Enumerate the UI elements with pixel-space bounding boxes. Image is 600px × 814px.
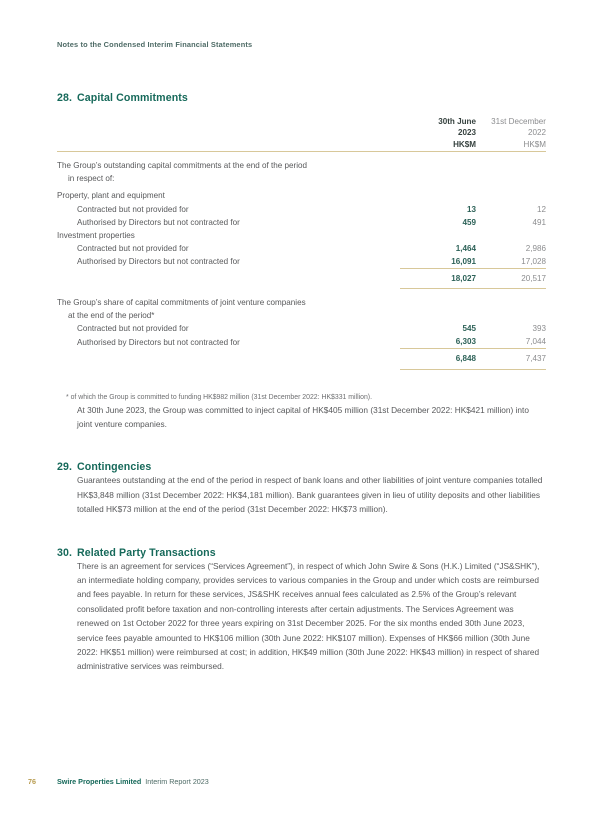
table-row-total bbox=[57, 349, 546, 369]
column-header-previous bbox=[476, 116, 546, 150]
section-title-text: Contingencies bbox=[77, 461, 152, 474]
header-previous-line3: HK$M bbox=[523, 139, 546, 149]
row-value-previous: 17,028 bbox=[521, 256, 546, 266]
row-value-current: 6,303 bbox=[455, 337, 476, 347]
table-row bbox=[57, 216, 546, 229]
row-label: Contracted but not provided for bbox=[77, 324, 189, 334]
capital-commitments-paragraph: At 30th June 2023, the Group was committed to inject capital of HK$405 million (31st December 2022: HK$421 million) into joint venture companies. bbox=[77, 404, 529, 429]
table-row bbox=[57, 242, 546, 255]
table-row bbox=[57, 322, 546, 335]
row-value-current: 545 bbox=[462, 324, 476, 334]
spacer bbox=[57, 152, 546, 160]
table-row-group-heading bbox=[57, 189, 546, 202]
table-row bbox=[57, 255, 546, 269]
section-heading-related-party bbox=[57, 547, 546, 559]
row-label: Contracted but not provided for bbox=[77, 204, 189, 214]
row-value-current: 13 bbox=[466, 204, 476, 214]
section-number: 30. bbox=[57, 546, 73, 559]
page-content bbox=[57, 92, 546, 674]
group-heading-ppe: Property, plant and equipment bbox=[57, 191, 165, 201]
row-value-previous: 2,986 bbox=[525, 243, 546, 253]
table-header-row bbox=[57, 116, 546, 150]
row-value-current: 459 bbox=[462, 217, 476, 227]
total-value-previous: 20,517 bbox=[476, 268, 546, 288]
row-label: Contracted but not provided for bbox=[77, 243, 189, 253]
footer-report-text: Interim Report 2023 bbox=[145, 777, 209, 786]
intro-line1: The Group’s outstanding capital commitments at the end of the period bbox=[57, 161, 308, 171]
table-row-total bbox=[57, 268, 546, 288]
jv-heading-line2: at the end of the period* bbox=[68, 311, 155, 321]
header-previous-line1: 31st December bbox=[491, 117, 546, 126]
row-label: Authorised by Directors but not contracted for bbox=[77, 337, 240, 347]
header-current-line2: 2023 bbox=[457, 128, 476, 138]
capital-commitments-table bbox=[57, 116, 546, 370]
footer-page-number: 76 bbox=[28, 777, 36, 786]
section-heading-contingencies bbox=[57, 461, 546, 473]
row-value-previous: 491 bbox=[532, 217, 546, 227]
total-value-previous: 7,437 bbox=[476, 349, 546, 369]
row-label: Authorised by Directors but not contracted for bbox=[77, 257, 240, 267]
intro-line2: in respect of: bbox=[68, 174, 115, 184]
header-current-line3: HK$M bbox=[453, 139, 476, 149]
related-party-paragraph: There is an agreement for services (“Services Agreement”), in respect of which John Swire & Sons (H.K.) Limited (“JS&SHK”), an intermediate holding company, provides services to various companies in the Group and under which costs are reimbursed and fees payable. In return for these services, JS&SHK receives annual fees calculated as 2.5% of the Group’s relevant consolidated profit before taxation and non-controlling interests after certain adjustments. The Services Agreement was renewed on 1st October 2022 for three years expiring on 31st December 2025. For the six months ended 30th June 2023, service fees payable amounted to HK$106 million (30th June 2022: HK$107 million). Expenses of HK$66 million (30th June 2022: HK$51 million) were reimbursed at cost; in addition, HK$49 million (30th June 2022: HK$43 million) in respect of shared administrative services was reimbursed. bbox=[77, 560, 540, 672]
running-header: Notes to the Condensed Interim Financial Statements bbox=[57, 40, 253, 49]
section-number: 29. bbox=[57, 461, 73, 474]
jv-heading-line1: The Group’s share of capital commitments of joint venture companies bbox=[57, 298, 306, 308]
row-value-previous: 7,044 bbox=[525, 337, 546, 347]
contingencies-paragraph: Guarantees outstanding at the end of the period in respect of bank loans and other liabilities of joint venture companies totalled HK$3,848 million (31st December 2022: HK$4,181 million). Bank guarantees given in lieu of utility deposits and other liabilities totalled HK$73 million at the end of the period (31st December 2022: HK$73 million). bbox=[77, 475, 543, 515]
total-value-current: 6,848 bbox=[400, 349, 476, 369]
table-row-intro bbox=[57, 159, 546, 185]
table-row bbox=[57, 203, 546, 216]
spacer bbox=[57, 289, 546, 297]
column-header-current bbox=[400, 116, 476, 150]
total-value-current: 18,027 bbox=[400, 268, 476, 288]
row-value-current: 1,464 bbox=[455, 243, 476, 253]
footer-company-name: Swire Properties Limited bbox=[57, 777, 142, 786]
row-value-previous: 12 bbox=[536, 204, 546, 214]
row-value-previous: 393 bbox=[532, 324, 546, 334]
section-number: 28. bbox=[57, 92, 73, 104]
page-footer bbox=[28, 777, 209, 786]
group-heading-investment-properties: Investment properties bbox=[57, 230, 135, 240]
section-title-text: Related Party Transactions bbox=[77, 546, 216, 559]
row-label: Authorised by Directors but not contracted for bbox=[77, 217, 240, 227]
table-row bbox=[57, 335, 546, 349]
section-heading-capital-commitments bbox=[57, 92, 546, 104]
section-title-text: Capital Commitments bbox=[77, 92, 188, 104]
table-row-group-heading bbox=[57, 229, 546, 242]
group-heading-jv-share bbox=[57, 296, 400, 322]
header-previous-line2: 2022 bbox=[527, 128, 546, 138]
capital-commitments-footnote: * of which the Group is committed to funding HK$982 million (31st December 2022: HK$331 million). bbox=[66, 393, 373, 401]
table-row-group-heading bbox=[57, 296, 546, 322]
header-current-line1: 30th June bbox=[438, 117, 476, 126]
row-value-current: 16,091 bbox=[451, 256, 476, 266]
